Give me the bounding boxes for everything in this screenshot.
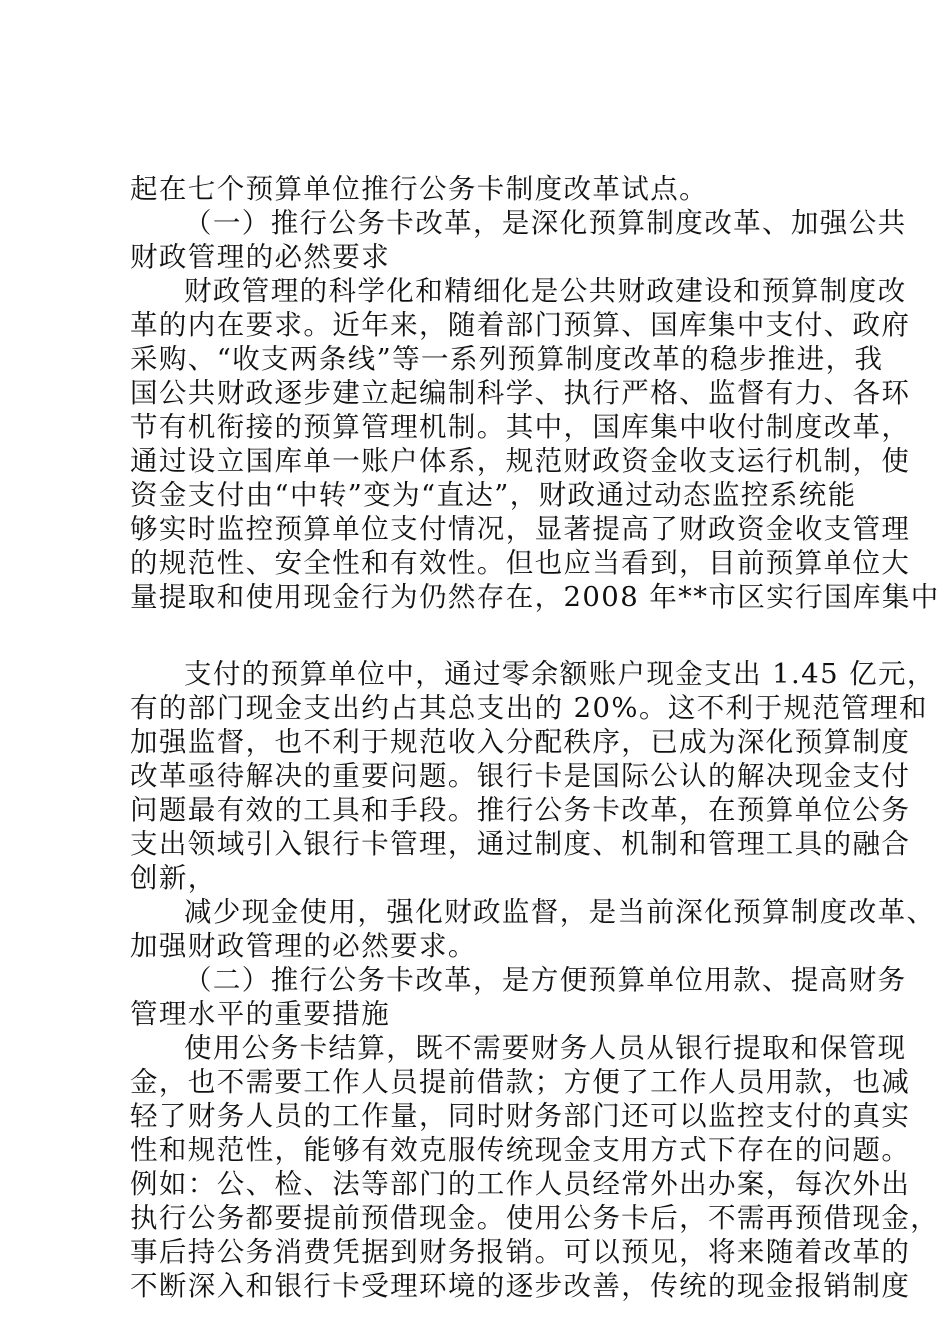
text-line: 性和规范性，能够有效克服传统现金支用方式下存在的问题。	[130, 1134, 911, 1166]
section-heading-1: （一）推行公务卡改革，是深化预算制度改革、加强公共	[184, 207, 907, 239]
section-heading-2-cont: 管理水平的重要措施	[130, 998, 391, 1030]
paragraph-start: 使用公务卡结算，既不需要财务人员从银行提取和保管现	[184, 1032, 907, 1064]
text-line: 改革亟待解决的重要问题。银行卡是国际公认的解决现金支付	[130, 760, 911, 792]
text-line: 不断深入和银行卡受理环境的逐步改善，传统的现金报销制度	[130, 1270, 911, 1302]
text-line: 问题最有效的工具和手段。推行公务卡改革，在预算单位公务	[130, 794, 911, 826]
text-line: 够实时监控预算单位支付情况，显著提高了财政资金收支管理	[130, 513, 911, 545]
text-line: 执行公务都要提前预借现金。使用公务卡后，不需再预借现金，	[130, 1202, 940, 1234]
text-line: 事后持公务消费凭据到财务报销。可以预见，将来随着改革的	[130, 1236, 911, 1268]
text-line: 的规范性、安全性和有效性。但也应当看到，目前预算单位大	[130, 547, 911, 579]
text-line: 加强财政管理的必然要求。	[130, 930, 477, 962]
section-heading-2: （二）推行公务卡改革，是方便预算单位用款、提高财务	[184, 964, 907, 996]
text-line: 节有机衔接的预算管理机制。其中，国库集中收付制度改革，	[130, 411, 911, 443]
text-line: 例如：公、检、法等部门的工作人员经常外出办案，每次外出	[130, 1168, 911, 1200]
text-line: 革的内在要求。近年来，随着部门预算、国库集中支付、政府	[130, 309, 911, 341]
text-line: 加强监督，也不利于规范收入分配秩序，已成为深化预算制度	[130, 726, 911, 758]
paragraph-start: 财政管理的科学化和精细化是公共财政建设和预算制度改	[184, 275, 907, 307]
paragraph-start: 减少现金使用，强化财政监督，是当前深化预算制度改革、	[184, 896, 936, 928]
text-line: 国公共财政逐步建立起编制科学、执行严格、监督有力、各环	[130, 377, 911, 409]
text-line: 量提取和使用现金行为仍然存在，2008 年**市区实行国库集中	[130, 581, 940, 613]
text-line: 有的部门现金支出约占其总支出的 20%。这不利于规范管理和	[130, 692, 928, 724]
text-line: 起在七个预算单位推行公务卡制度改革试点。	[130, 173, 708, 205]
section-heading-1-cont: 财政管理的必然要求	[130, 241, 391, 273]
text-line: 创新，	[130, 862, 217, 894]
text-line: 金，也不需要工作人员提前借款；方便了工作人员用款，也减	[130, 1066, 911, 1098]
text-line: 支出领域引入银行卡管理，通过制度、机制和管理工具的融合	[130, 828, 911, 860]
text-line: 通过设立国库单一账户体系，规范财政资金收支运行机制，使	[130, 445, 911, 477]
text-line: 轻了财务人员的工作量，同时财务部门还可以监控支付的真实	[130, 1100, 911, 1132]
text-line: 支付的预算单位中，通过零余额账户现金支出 1.45 亿元，	[184, 658, 936, 690]
text-line: 资金支付由“中转”变为“直达”，财政通过动态监控系统能	[130, 479, 857, 511]
text-line: 采购、“收支两条线”等一系列预算制度改革的稳步推进，我	[130, 343, 884, 375]
